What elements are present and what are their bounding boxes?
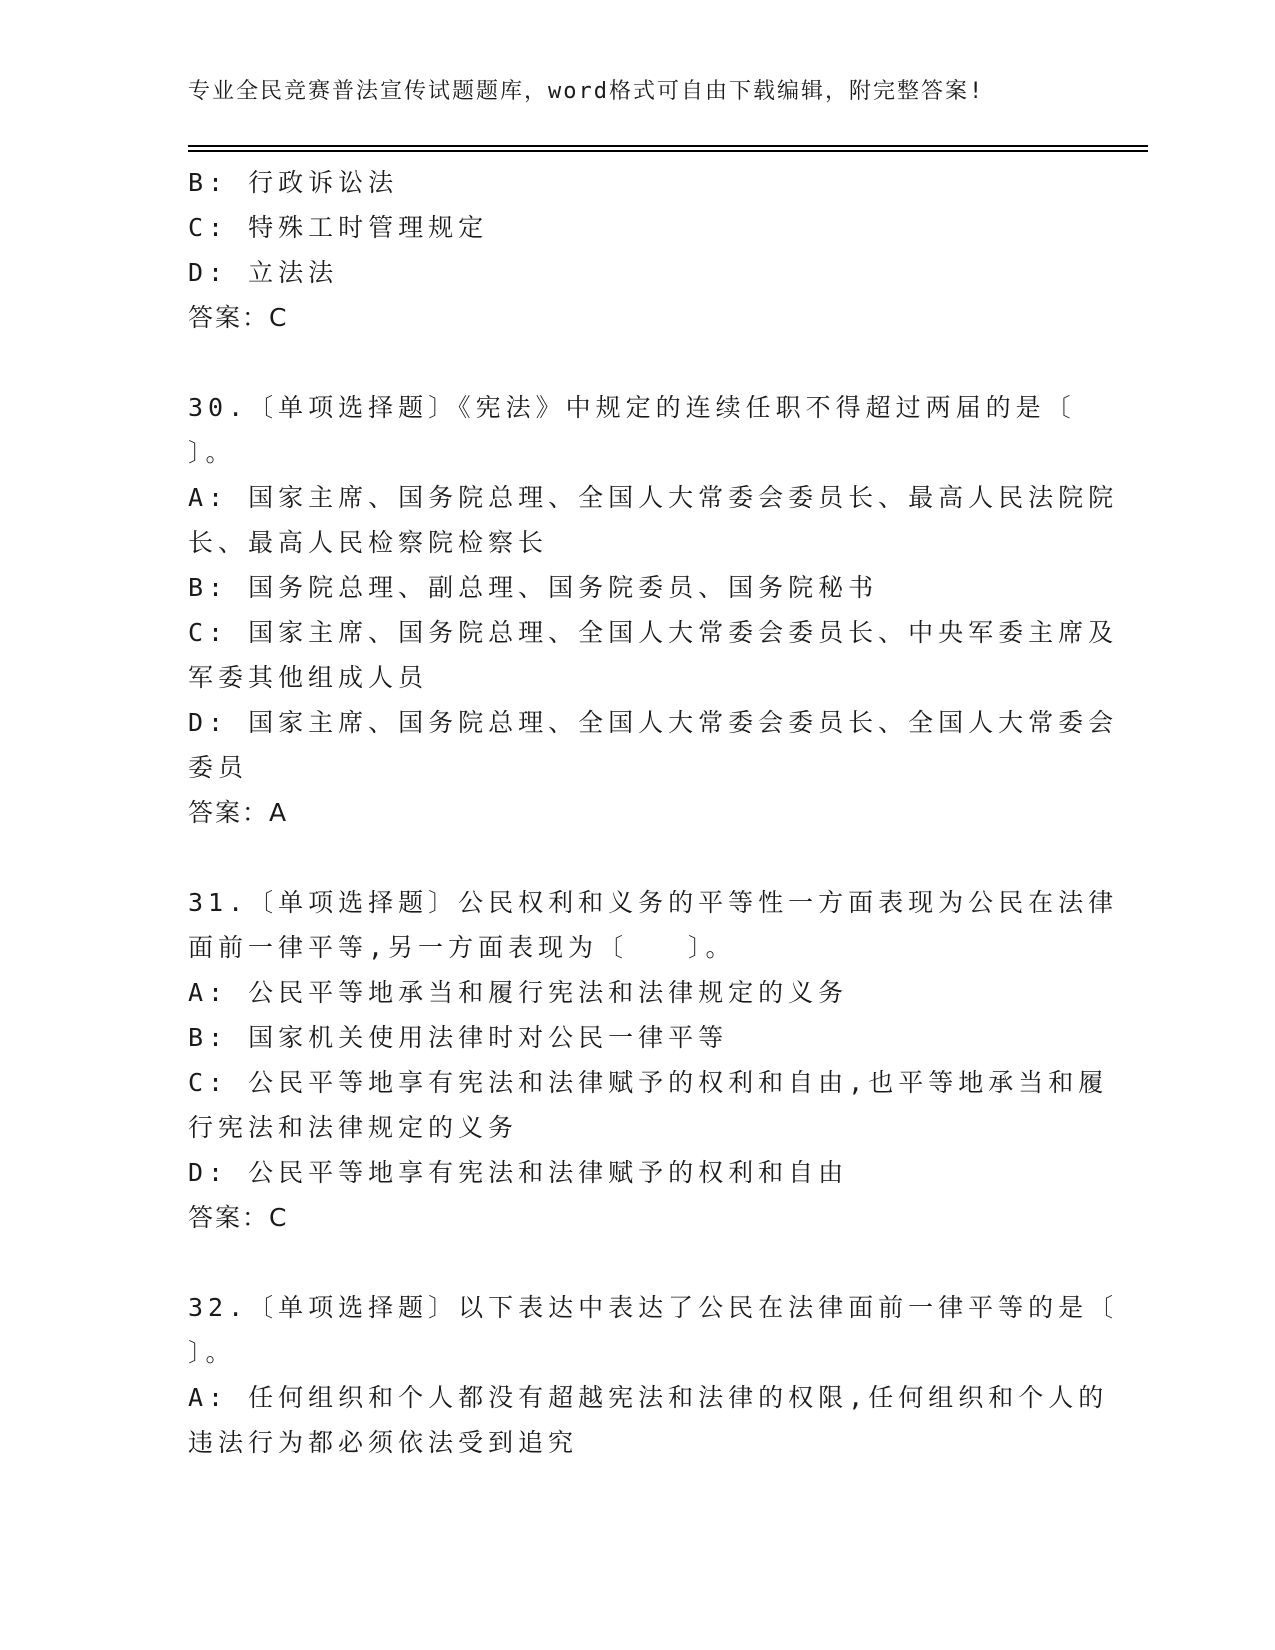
option-d: D: 国家主席、国务院总理、全国人大常委会委员长、全国人大常委会 [188, 708, 1119, 737]
option-b: B: 国家机关使用法律时对公民一律平等 [188, 1023, 729, 1052]
spacer [188, 1240, 1078, 1285]
answer: 答案：C [188, 303, 289, 332]
spacer [188, 835, 1078, 880]
question-stem: 32.〔单项选择题〕以下表达中表达了公民在法律面前一律平等的是〔 [188, 1293, 1119, 1322]
question-stem: 30.〔单项选择题〕《宪法》中规定的连续任职不得超过两届的是〔 [188, 393, 1076, 422]
option-d: D: 公民平等地享有宪法和法律赋予的权利和自由 [188, 1158, 849, 1187]
question-stem: 31.〔单项选择题〕公民权利和义务的平等性一方面表现为公民在法律 [188, 888, 1119, 917]
option-c: C: 国家主席、国务院总理、全国人大常委会委员长、中央军委主席及 [188, 618, 1119, 647]
option-b: B: 行政诉讼法 [188, 168, 399, 197]
question-stem: 〕。 [188, 1338, 236, 1367]
option-a: 长、最高人民检察院检察长 [188, 528, 549, 557]
option-a: A: 国家主席、国务院总理、全国人大常委会委员长、最高人民法院院 [188, 483, 1119, 512]
option-c: C: 特殊工时管理规定 [188, 213, 489, 242]
option-a: A: 任何组织和个人都没有超越宪法和法律的权限,任何组织和个人的 [188, 1383, 1109, 1412]
option-c: C: 公民平等地享有宪法和法律赋予的权利和自由,也平等地承当和履 [188, 1068, 1109, 1097]
option-c: 行宪法和法律规定的义务 [188, 1113, 519, 1142]
option-b: B: 国务院总理、副总理、国务院委员、国务院秘书 [188, 573, 879, 602]
header-rule-bottom [188, 150, 1148, 152]
document-body [188, 160, 1119, 1465]
option-d: 委员 [188, 753, 249, 782]
question-stem: 〕。 [188, 438, 236, 467]
header-rule-top [188, 145, 1148, 147]
option-a: A: 公民平等地承当和履行宪法和法律规定的义务 [188, 978, 849, 1007]
option-c: 军委其他组成人员 [188, 663, 429, 692]
question-stem: 面前一律平等,另一方面表现为〔 〕。 [188, 933, 736, 962]
answer: 答案：A [188, 798, 289, 827]
spacer [188, 340, 1078, 385]
answer: 答案：C [188, 1203, 289, 1232]
page-header: 专业全民竞赛普法宣传试题题库，word格式可自由下载编辑，附完整答案! [188, 79, 985, 104]
option-d: D: 立法法 [188, 258, 339, 287]
option-a: 违法行为都必须依法受到追究 [188, 1428, 579, 1457]
